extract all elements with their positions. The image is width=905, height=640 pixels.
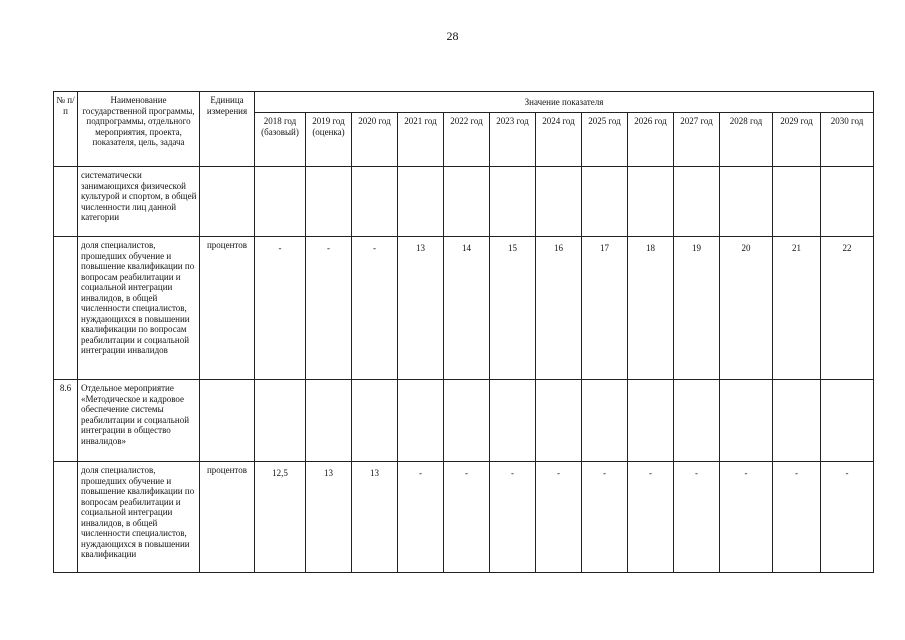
row-unit — [200, 167, 255, 237]
row-value — [674, 380, 720, 462]
row-value: - — [352, 237, 398, 380]
header-year: 2022 год — [444, 113, 490, 167]
header-year: 2030 год — [821, 113, 874, 167]
header-year: 2019 год (оценка) — [306, 113, 352, 167]
row-name: доля специалистов, прошедших обучение и повышение квалификации по вопросам реабилитации и социальной интеграции инвалидов, в общей численности специалистов, нуждающихся в повышении квалификации — [78, 462, 200, 573]
row-num — [54, 167, 78, 237]
row-value: 13 — [306, 462, 352, 573]
header-year: 2024 год — [536, 113, 582, 167]
row-value: - — [674, 462, 720, 573]
row-value — [582, 380, 628, 462]
header-name: Наименование государственной программы, подпрограммы, отдельного мероприятия, проекта, показателя, цель, задача — [78, 92, 200, 167]
row-value: 13 — [398, 237, 444, 380]
row-unit: процентов — [200, 462, 255, 573]
row-value — [490, 167, 536, 237]
row-value — [582, 167, 628, 237]
row-name: Отдельное мероприятие «Методическое и кадровое обеспечение системы реабилитации и социальной интеграции в общество инвалидов» — [78, 380, 200, 462]
row-value — [398, 380, 444, 462]
row-value: - — [306, 237, 352, 380]
row-value — [773, 167, 821, 237]
row-value: - — [821, 462, 874, 573]
row-value: - — [582, 462, 628, 573]
row-value: 20 — [720, 237, 773, 380]
page-number: 28 — [446, 29, 459, 43]
row-value — [306, 380, 352, 462]
row-value — [255, 380, 306, 462]
row-num — [54, 237, 78, 380]
row-value — [444, 167, 490, 237]
header-year: 2028 год — [720, 113, 773, 167]
row-value — [628, 380, 674, 462]
row-value — [674, 167, 720, 237]
table-row — [54, 237, 874, 380]
row-value: 18 — [628, 237, 674, 380]
row-value: - — [444, 462, 490, 573]
row-value: - — [490, 462, 536, 573]
row-value: 21 — [773, 237, 821, 380]
header-values-group: Значение показателя — [255, 92, 874, 113]
row-name: систематически занимающихся физической культурой и спортом, в общей численности лиц данной категории — [78, 167, 200, 237]
row-value — [255, 167, 306, 237]
row-value — [821, 380, 874, 462]
row-value: - — [255, 237, 306, 380]
row-value — [536, 380, 582, 462]
header-num: № п/п — [54, 92, 78, 167]
row-name: доля специалистов, прошедших обучение и повышение квалификации по вопросам реабилитации и социальной интеграции инвалидов, в общей численности специалистов, нуждающихся в повышении квалификации по вопросам реабилитации и социальной интеграции инвалидов — [78, 237, 200, 380]
row-value: - — [628, 462, 674, 573]
row-value: 22 — [821, 237, 874, 380]
header-year: 2025 год — [582, 113, 628, 167]
row-value — [306, 167, 352, 237]
row-num — [54, 462, 78, 573]
row-value: - — [536, 462, 582, 573]
header-year: 2023 год — [490, 113, 536, 167]
row-value: 12,5 — [255, 462, 306, 573]
row-value: 16 — [536, 237, 582, 380]
row-value — [821, 167, 874, 237]
row-value: - — [720, 462, 773, 573]
row-value — [352, 167, 398, 237]
row-value: 19 — [674, 237, 720, 380]
header-year: 2026 год — [628, 113, 674, 167]
row-value: 17 — [582, 237, 628, 380]
row-value: 14 — [444, 237, 490, 380]
row-value — [444, 380, 490, 462]
row-value — [352, 380, 398, 462]
header-year: 2020 год — [352, 113, 398, 167]
row-value: 15 — [490, 237, 536, 380]
row-value — [720, 167, 773, 237]
row-value: - — [773, 462, 821, 573]
header-unit: Единица измерения — [200, 92, 255, 167]
row-value — [490, 380, 536, 462]
header-year: 2021 год — [398, 113, 444, 167]
row-value — [628, 167, 674, 237]
row-value — [773, 380, 821, 462]
row-num: 8.6 — [54, 380, 78, 462]
row-value: - — [398, 462, 444, 573]
table-row — [54, 167, 874, 237]
row-unit: процентов — [200, 237, 255, 380]
row-value: 13 — [352, 462, 398, 573]
row-value — [398, 167, 444, 237]
header-year: 2027 год — [674, 113, 720, 167]
row-value — [720, 380, 773, 462]
indicators-table — [53, 91, 874, 573]
header-year: 2018 год (базовый) — [255, 113, 306, 167]
table-row — [54, 462, 874, 573]
header-year: 2029 год — [773, 113, 821, 167]
row-value — [536, 167, 582, 237]
table-row — [54, 380, 874, 462]
row-unit — [200, 380, 255, 462]
